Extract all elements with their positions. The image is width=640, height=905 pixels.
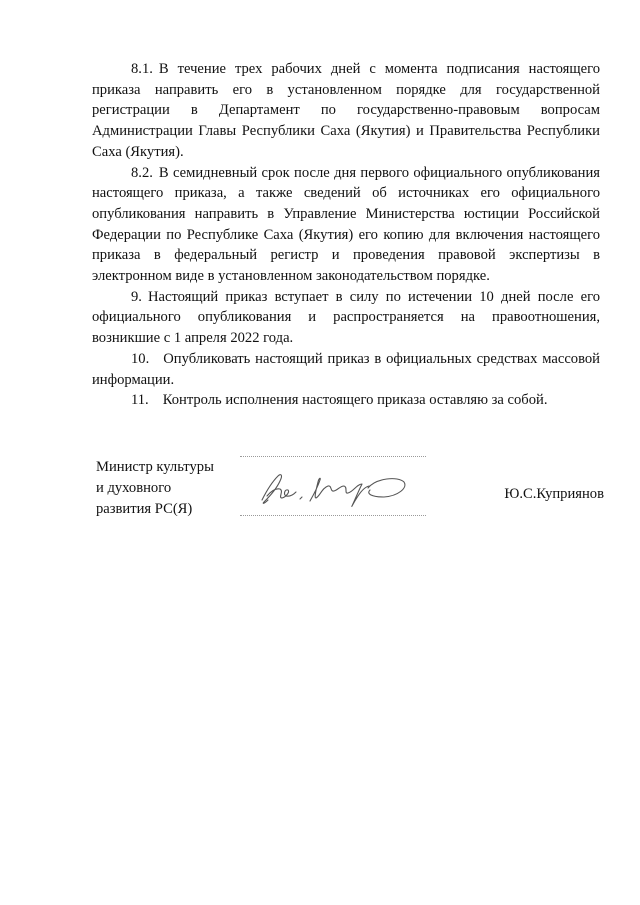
- paragraph-9: [92, 287, 600, 349]
- order-body: [92, 59, 600, 411]
- paragraph-text: В течение трех рабочих дней с момента подписания настоящего приказа направить его в установленном порядке для государственной регистрации в Департамент по государственно-правовым вопросам Администрации Главы Республики Саха (Якутия) и Правительства Республики Саха (Якутия).: [92, 61, 600, 160]
- paragraph-8-2: [92, 163, 600, 287]
- dotted-border: [240, 456, 426, 457]
- paragraph-text: Опубликовать настоящий приказ в официальных средствах массовой информации.: [92, 350, 600, 388]
- paragraph-number: 10.: [131, 350, 150, 367]
- paragraph-number: 9.: [131, 288, 142, 305]
- signatory-name: Ю.С.Куприянов: [504, 486, 604, 502]
- position-line: Министр культуры: [96, 459, 214, 475]
- position-line: и духовного: [96, 480, 172, 496]
- paragraph-11: [92, 390, 600, 411]
- position-line: развития РС(Я): [96, 501, 193, 517]
- handwritten-signature: [258, 466, 408, 508]
- paragraph-text: В семидневный срок после дня первого официального опубликования настоящего приказа, а также сведений об источниках его официального опубликования направить в Управление Министерства юстиции Российской Федерации по Республике Саха (Якутия) его копию для включения настоящего приказа в федеральный регистр и проведения правовой экспертизы в электронном виде в установленном законодательством порядке.: [92, 164, 600, 285]
- electronic-signature-area: [240, 456, 426, 516]
- signature-block: [0, 454, 640, 524]
- paragraph-number: 8.2.: [131, 164, 153, 181]
- paragraph-number: 8.1.: [131, 61, 153, 77]
- paragraph-number: 11.: [131, 392, 149, 409]
- signatory-position: [96, 457, 246, 520]
- paragraph-text: Настоящий приказ вступает в силу по истечении 10 дней после его официального опубликования и распространяется на правоотношения, возникшие с 1 апреля 2022 года.: [92, 288, 600, 347]
- paragraph-10: [92, 349, 600, 390]
- dotted-border: [240, 515, 426, 516]
- paragraph-text: Контроль исполнения настоящего приказа оставляю за собой.: [162, 392, 548, 409]
- paragraph-8-1: [92, 59, 600, 163]
